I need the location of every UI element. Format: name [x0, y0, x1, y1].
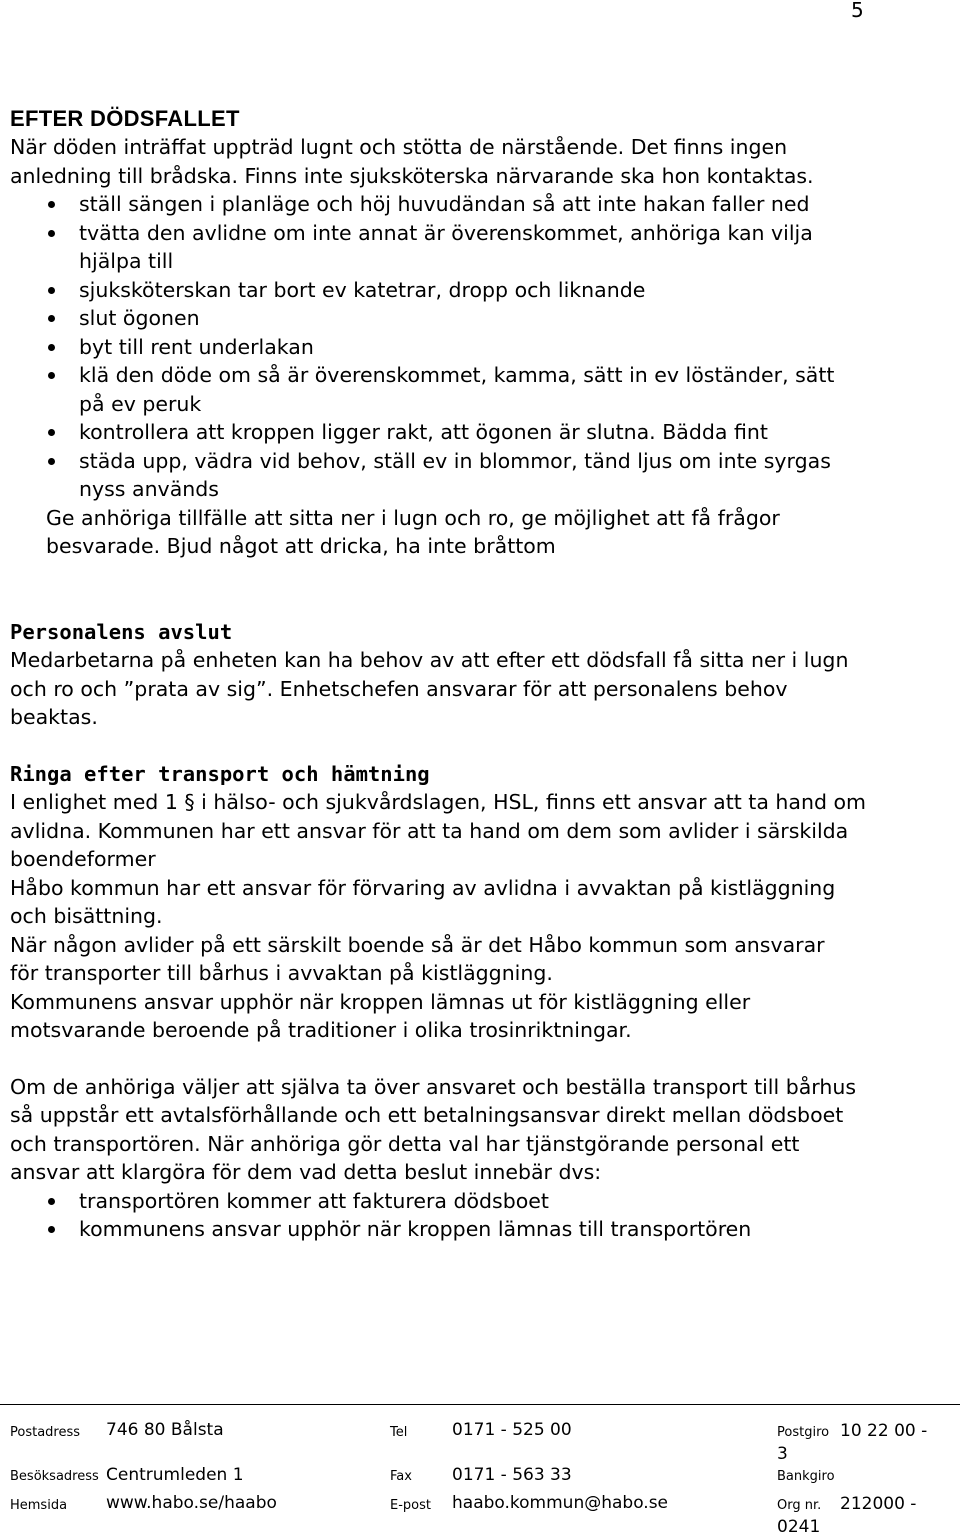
postadress-value: 746 80 Bålsta: [106, 1420, 224, 1440]
list-item: sjuksköterskan tar bort ev katetrar, dropp och liknande: [10, 276, 860, 305]
page-footer: [0, 1404, 960, 1537]
bullet-list: [10, 190, 860, 504]
paragraph: I enlighet med 1 § i hälso- och sjukvårdslagen, HSL, finns ett ansvar att ta hand om avlidna. Kommunen har ett ansvar för att ta hand om dem som avlider i särskilda boendeformer: [10, 790, 866, 871]
paragraph: Medarbetarna på enheten kan ha behov av att efter ett dödsfall få sitta ner i lugn och ro och ”prata av sig”. Enhetschefen ansvarar för att personalens behov beaktas.: [10, 648, 849, 729]
besoksadress-label: Besöksadress: [10, 1469, 99, 1484]
list-item: ställ sängen i planläge och höj huvudändan så att inte hakan faller ned: [10, 190, 860, 219]
tel-value: 0171 - 525 00: [452, 1420, 572, 1440]
list-item: klä den döde om så är överenskommet, kamma, sätt in ev löständer, sätt på ev peruk: [10, 361, 860, 418]
fax-label: Fax: [390, 1469, 412, 1484]
list-item: byt till rent underlakan: [10, 333, 860, 362]
document-body: [10, 104, 950, 1244]
fax-value: 0171 - 563 33: [452, 1465, 572, 1485]
section-heading: Ringa efter transport och hämtning: [10, 761, 430, 786]
list-item: tvätta den avlidne om inte annat är överenskommet, anhöriga kan vilja hjälpa till: [10, 219, 860, 276]
section-heading: EFTER DÖDSFALLET: [10, 106, 240, 131]
paragraph: När döden inträffat uppträd lugnt och stötta de närstående. Det finns ingen anledning till brådska. Finns inte sjuksköterska närvarande ska hon kontaktas.: [10, 135, 814, 188]
besoksadress-value: Centrumleden 1: [106, 1465, 244, 1485]
hemsida-label: Hemsida: [10, 1498, 68, 1513]
list-item: kommunens ansvar upphör när kroppen lämnas till transportören: [10, 1215, 880, 1244]
orgnr-label: Org nr.: [777, 1498, 822, 1513]
epost-label: E-post: [390, 1498, 431, 1513]
bullet-list: [10, 1187, 880, 1244]
section-efter-dodsfallet: [10, 104, 950, 561]
postgiro-value: 10 22 00 - 3: [777, 1421, 928, 1464]
section-personalens-avslut: [10, 618, 950, 732]
postgiro-label: Postgiro: [777, 1425, 830, 1440]
postadress-label: Postadress: [10, 1425, 81, 1440]
hemsida-link[interactable]: www.habo.se/haabo: [106, 1493, 277, 1513]
list-item: städa upp, vädra vid behov, ställ ev in blommor, tänd ljus om inte syrgas nyss används: [10, 447, 860, 504]
section-heading: Personalens avslut: [10, 619, 233, 644]
bankgiro-label: Bankgiro: [777, 1469, 835, 1484]
list-item: slut ögonen: [10, 304, 860, 333]
paragraph: När någon avlider på ett särskilt boende så är det Håbo kommun som ansvarar för transporter till bårhus i avvaktan på kistläggning.: [10, 932, 825, 985]
orgnr-value: 212000 - 0241: [777, 1494, 917, 1537]
list-item: kontrollera att kroppen ligger rakt, att ögonen är slutna. Bädda fint: [10, 418, 860, 447]
epost-link[interactable]: haabo.kommun@habo.se: [452, 1493, 669, 1513]
page-number: 5: [851, 0, 864, 22]
paragraph: Ge anhöriga tillfälle att sitta ner i lugn och ro, ge möjlighet att få frågor besvarade. Bjud något att dricka, ha inte bråttom: [46, 505, 780, 558]
list-item: transportören kommer att fakturera dödsboet: [10, 1187, 880, 1216]
paragraph: Kommunens ansvar upphör när kroppen lämnas ut för kistläggning eller motsvarande beroende på traditioner i olika trosinriktningar.: [10, 989, 751, 1042]
tel-label: Tel: [390, 1425, 408, 1440]
section-transport: [10, 760, 950, 1244]
paragraph: Håbo kommun har ett ansvar för förvaring av avlidna i avvaktan på kistläggning och bisättning.: [10, 875, 836, 928]
paragraph: Om de anhöriga väljer att själva ta över ansvaret och beställa transport till bårhus så uppstår ett avtalsförhållande och ett betalningsansvar direkt mellan dödsboet och transportören. När anhöriga gör detta val har tjänstgörande personal ett ansvar att klargöra för dem vad detta beslut innebär dvs:: [10, 1074, 857, 1184]
